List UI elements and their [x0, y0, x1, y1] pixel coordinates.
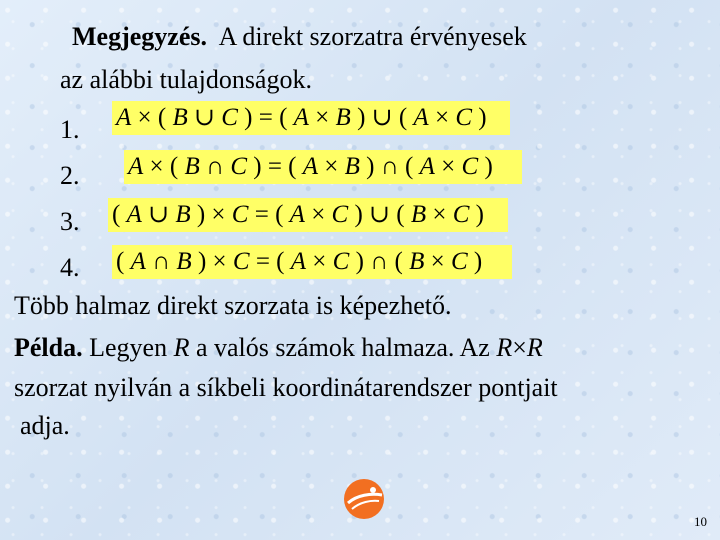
formula-4: ( A ∩ B ) × C = ( A × C ) ∩ ( B × C ) [112, 245, 512, 279]
item-number-4: 4. [60, 253, 80, 282]
orange-orbit-logo-icon [343, 478, 385, 520]
paragraph-line-3: szorzat nyilván a síkbeli koordinátarendszer pontjait [14, 373, 558, 402]
item-number-1: 1. [60, 115, 80, 144]
paragraph-line-4: adja. [20, 411, 70, 440]
formula-2: A × ( B ∩ C ) = ( A × B ) ∩ ( A × C ) [124, 150, 522, 184]
heading-bold: Megjegyzés. [72, 22, 207, 51]
example-line [14, 333, 543, 363]
r-symbol: R [526, 333, 543, 362]
page-number: 10 [694, 514, 707, 529]
r-symbol: R [173, 333, 190, 362]
heading-line [72, 22, 527, 52]
item-number-2: 2. [60, 161, 80, 190]
heading-continuation: az alábbi tulajdonságok. [60, 65, 312, 94]
example-label: Példa. [14, 333, 83, 362]
r-symbol: R [496, 333, 513, 362]
paragraph-line-1: Több halmaz direkt szorzata is képezhető. [14, 291, 452, 320]
times-symbol: × [512, 333, 527, 362]
item-number-3: 3. [60, 207, 80, 236]
example-pre: Legyen [89, 333, 168, 362]
example-mid: a valós számok halmaza. Az [195, 333, 490, 362]
formula-1: A × ( B ∪ C ) = ( A × B ) ∪ ( A × C ) [112, 101, 510, 135]
heading-text: A direkt szorzatra érvényesek [218, 22, 527, 51]
formula-3: ( A ∪ B ) × C = ( A × C ) ∪ ( B × C ) [108, 198, 508, 232]
